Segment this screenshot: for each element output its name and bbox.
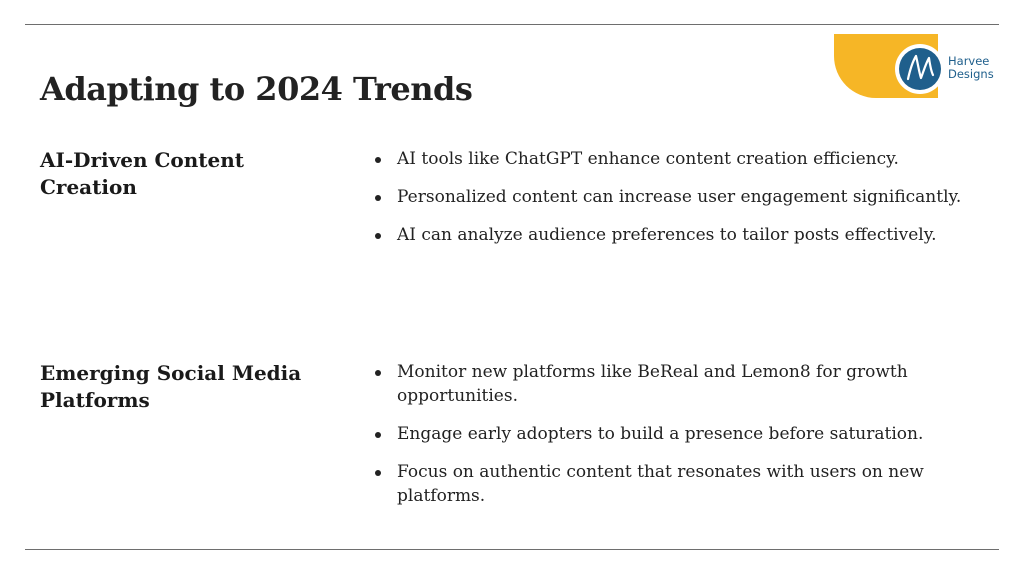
page-title: Adapting to 2024 Trends <box>40 70 473 108</box>
logo-line-1: Harvee <box>948 54 990 68</box>
bullet-item: Monitor new platforms like BeReal and Lemon8 for growth opportunities. <box>374 360 934 408</box>
bullet-item: Personalized content can increase user engagement significantly. <box>374 185 974 209</box>
bullet-list-ai-content <box>374 147 974 261</box>
logo-blue-circle <box>899 48 941 90</box>
section-heading-ai-content: AI-Driven Content Creation <box>40 148 245 199</box>
section-heading-social-platforms: Emerging Social Media Platforms <box>40 361 302 412</box>
bottom-divider <box>25 549 999 550</box>
bullet-item: Focus on authentic content that resonates with users on new platforms. <box>374 460 934 508</box>
logo-wordmark <box>948 55 994 81</box>
bullet-item: Engage early adopters to build a presence before saturation. <box>374 422 934 446</box>
logo-line-2: Designs <box>948 67 994 81</box>
bullet-item: AI can analyze audience preferences to tailor posts effectively. <box>374 223 974 247</box>
top-divider <box>25 24 999 25</box>
harvee-designs-logo <box>834 34 1004 98</box>
bullet-item: AI tools like ChatGPT enhance content creation efficiency. <box>374 147 974 171</box>
bullet-list-social-platforms <box>374 360 934 522</box>
